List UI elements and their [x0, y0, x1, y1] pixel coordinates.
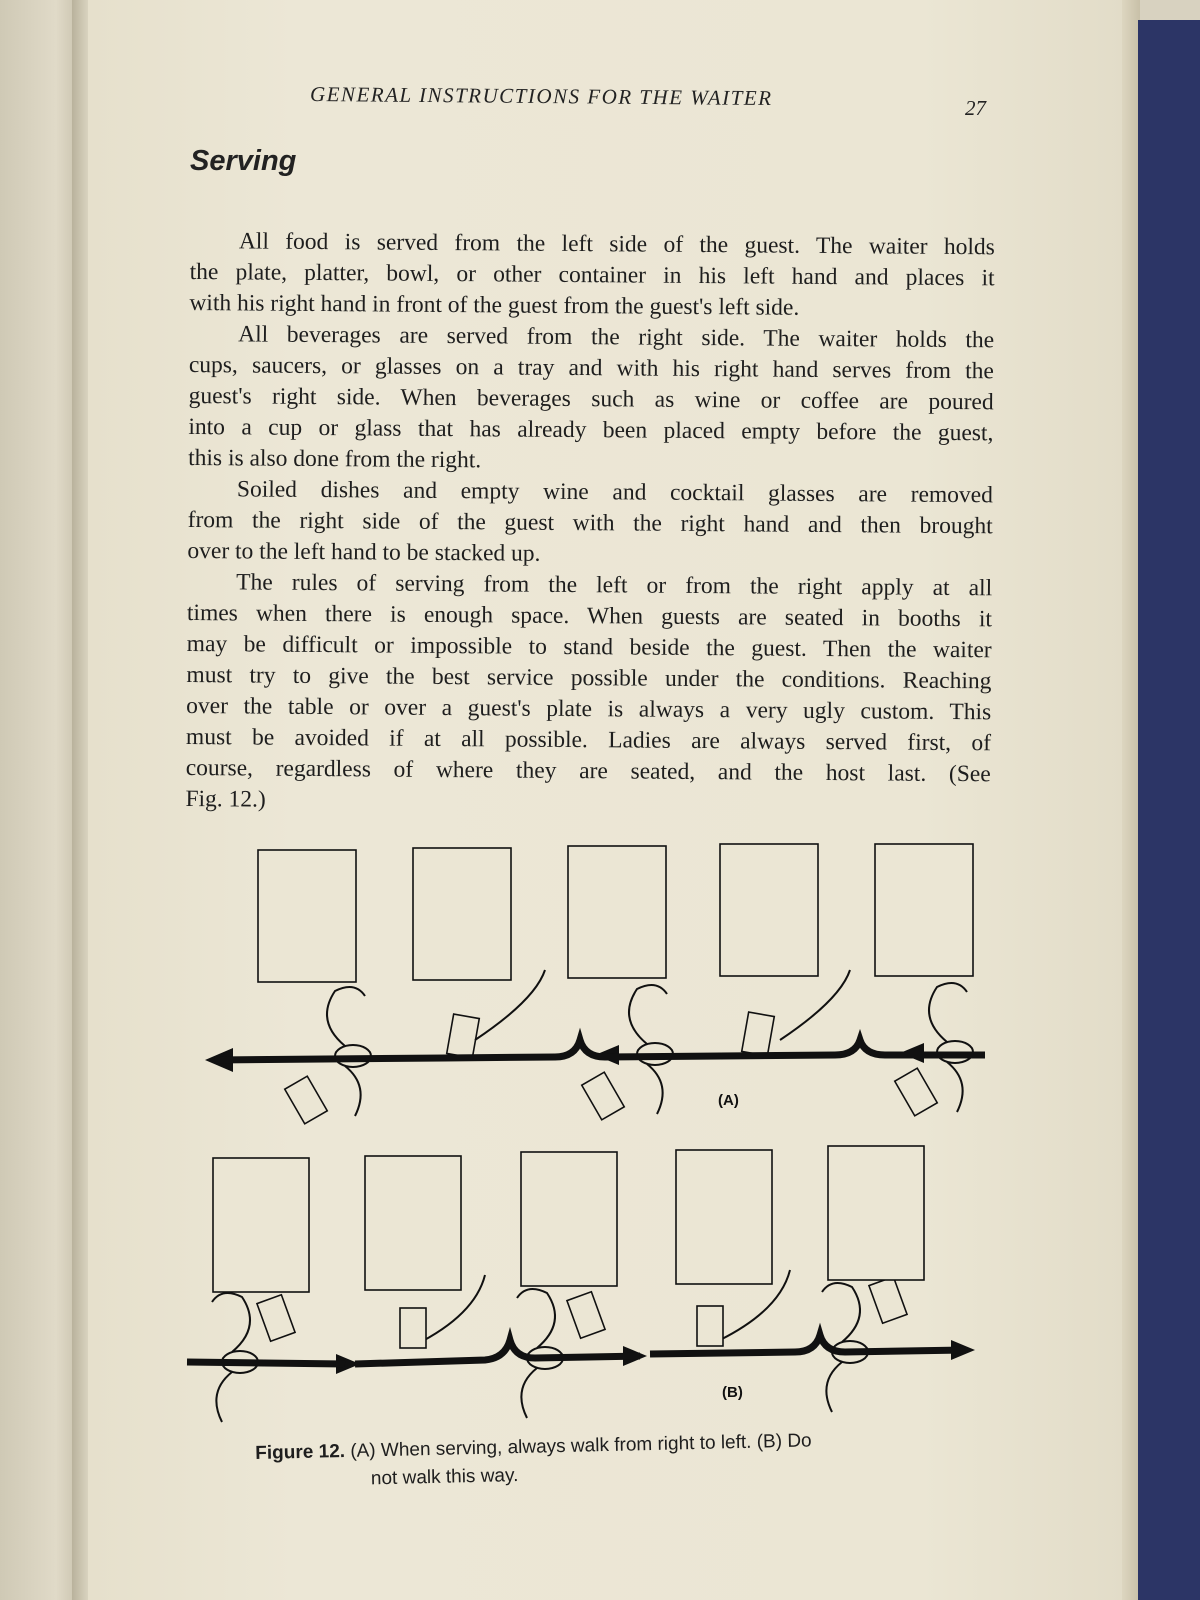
paragraph-line: over the table or over a guest's plate is always a very ugly custom. This [186, 692, 992, 726]
waiter-arm-icon [521, 1368, 537, 1418]
paragraph-line: course, regardless of where they are seated, and the host last. (See [185, 754, 991, 788]
waiter-arm-icon [929, 983, 967, 1042]
paragraph-line: this is also done from the right. [188, 444, 482, 474]
body-text [185, 226, 995, 821]
paragraph-line: with his right hand in front of the guest from the guest's left side. [189, 289, 800, 321]
paragraph-line: Soiled dishes and empty wine and cocktail glasses are removed [236, 476, 994, 509]
table-rect [213, 1158, 309, 1292]
tray-icon [447, 1014, 480, 1058]
book-cover [1138, 20, 1200, 1600]
table-rect [258, 850, 356, 982]
table-rect [568, 846, 666, 978]
running-header: GENERAL INSTRUCTIONS FOR THE WAITER [309, 82, 773, 111]
table-rect [676, 1150, 772, 1284]
facing-page [0, 0, 80, 1600]
tray-icon [582, 1072, 625, 1120]
waiter-arm-icon [327, 987, 365, 1046]
waiter-serving-arm-icon [780, 970, 850, 1040]
paragraph-line: All food is served from the left side of the guest. The waiter holds [238, 228, 995, 261]
paragraph-line: the plate, platter, bowl, or other container in his left hand and places it [189, 258, 995, 292]
paragraph-line: times when there is enough space. When guests are seated in booths it [186, 599, 993, 633]
tray-icon [400, 1308, 426, 1348]
paragraph-line: from the right side of the guest with the right hand and then brought [187, 506, 993, 540]
waiter-arm-icon [212, 1293, 250, 1352]
table-rect [365, 1156, 461, 1290]
figure-label-a: (A) [718, 1092, 739, 1109]
paragraph-line: The rules of serving from the left or from the right apply at all [236, 569, 993, 602]
paragraph-line: over to the left hand to be stacked up. [187, 537, 541, 567]
tray-icon [257, 1295, 295, 1341]
walking-path-a [215, 1040, 985, 1060]
page-number: 27 [965, 96, 986, 120]
waiter-arm-icon [216, 1372, 232, 1422]
caption-text-1: (A) When serving, always walk from right to left. (B) Do [350, 1430, 812, 1462]
section-title: Serving [190, 145, 297, 177]
figure-label-b: (B) [722, 1384, 743, 1401]
paragraph-line: Fig. 12.) [185, 785, 266, 813]
tray-icon [895, 1068, 938, 1116]
waiter-arm-icon [826, 1362, 842, 1412]
paragraph-line: cups, saucers, or glasses on a tray and with his right hand serves from the [188, 351, 994, 385]
tray-icon [742, 1012, 775, 1056]
table-rect [875, 844, 973, 976]
waiter-arm-icon [629, 985, 667, 1044]
paragraph-line: may be difficult or impossible to stand beside the guest. Then the waiter [186, 630, 992, 664]
table-rect [521, 1152, 617, 1286]
waiter-arm-icon [517, 1289, 555, 1348]
table-rect [720, 844, 818, 976]
paragraph-line: into a cup or glass that has already been placed empty before the guest, [188, 413, 994, 447]
tray-icon [285, 1076, 328, 1124]
tray-icon [697, 1306, 723, 1346]
serving-diagram [185, 840, 1005, 1440]
waiter-arm-icon [822, 1283, 860, 1342]
caption-text-2: not walk this way. [370, 1465, 519, 1490]
waiter-arm-icon [947, 1062, 963, 1112]
table-rect [828, 1146, 924, 1280]
waiter-arm-icon [345, 1066, 361, 1116]
figure-12 [185, 840, 1005, 1440]
paragraph-line: must try to give the best service possible under the conditions. Reaching [186, 661, 992, 695]
caption-label: Figure 12. [255, 1440, 346, 1464]
tray-icon [567, 1292, 605, 1338]
paragraph-line: guest's right side. When beverages such as wine or coffee are poured [188, 382, 994, 416]
table-rect [413, 848, 511, 980]
paragraph-line: must be avoided if at all possible. Ladies are always served first, of [185, 723, 992, 757]
tray-icon [869, 1277, 907, 1323]
paragraph-line: All beverages are served from the right side. The waiter holds the [238, 321, 995, 354]
waiter-arm-icon [647, 1064, 663, 1114]
